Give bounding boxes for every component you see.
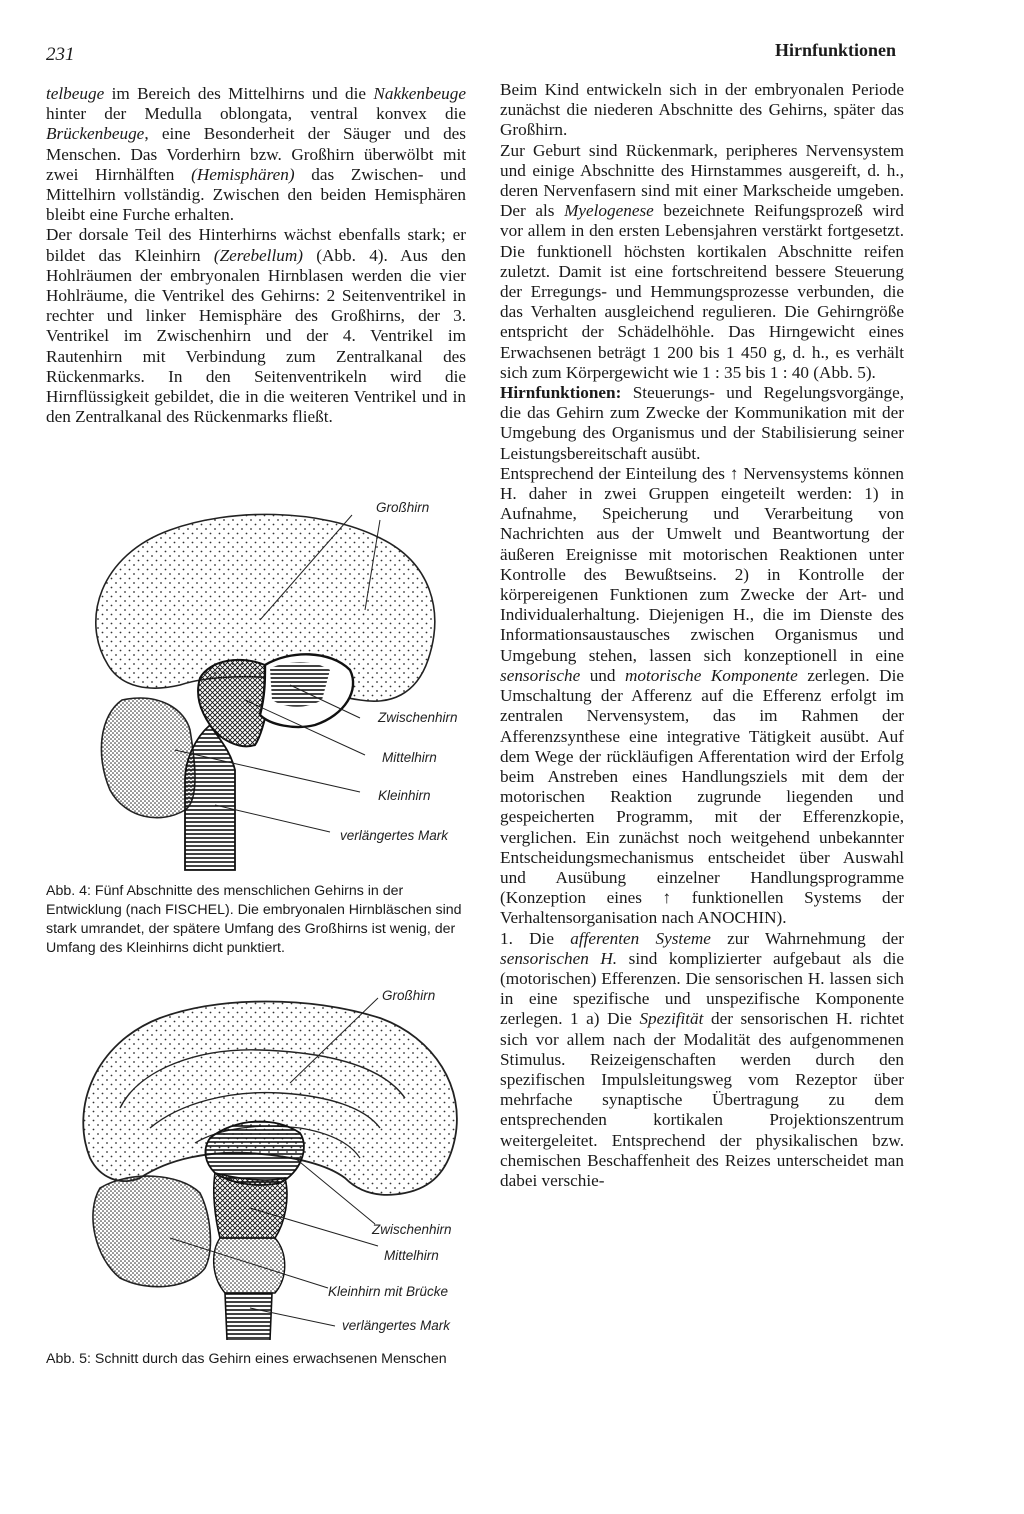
emphasis-text: (Hemisphären) (191, 164, 295, 184)
paragraph (500, 929, 904, 1192)
midbrain (214, 1173, 287, 1238)
pons (214, 1238, 285, 1293)
label-kleinhirn: Kleinhirn (378, 788, 431, 803)
figure-4 (60, 500, 480, 875)
running-head: Hirnfunktionen (774, 40, 896, 60)
label-grosshirn: Großhirn (376, 500, 430, 515)
label-zwischenhirn: Zwischenhirn (378, 710, 458, 725)
paragraph (500, 80, 904, 141)
text-run: Beim Kind entwickeln sich in der embryonalen Periode zunächst die niederen Abschnitte des Gehirns, später das Großhirn. (500, 80, 904, 140)
brainstem (225, 1293, 272, 1340)
label-kleinhirn-mit-bruecke: Kleinhirn mit Brücke (328, 1284, 449, 1299)
text-run: Steuerungs- und Regelungsvorgänge, die das Gehirn zum Zwecke der Kommunikation mit der Umgebung des Organismus und der Stabilisierung seiner Leistungsbereitschaft ausübt. (500, 383, 904, 463)
paragraph-hirnfunktionen (500, 383, 904, 464)
text-run: und (580, 665, 625, 685)
figure-4-caption: Abb. 4: Fünf Abschnitte des menschlichen Gehirns in der Entwicklung (nach FISCHEL). Die embryonalen Hirnbläschen sind stark umrandet, der spätere Umfang des Großhirns ist wenig, der Umfang des Kleinhirns dicht punktiert. (46, 883, 462, 956)
text-run: das Zwischen- und Mittelhirn vollständig. Zwischen den beiden Hemisphären bleibt eine Furche erhalten. (46, 164, 466, 225)
cerebellum (101, 698, 195, 818)
paragraph (500, 141, 904, 383)
label-mittelhirn: Mittelhirn (382, 750, 437, 765)
emphasis-text: Myelogenese (564, 201, 654, 221)
text-run: hinter der Medulla oblongata, ventral konvex die (46, 104, 466, 124)
text-run: sind komplizierter aufgebaut als die (motorischen) Efferenzen. Die sensorischen H. lassen sich in eine spezifische und unspezifische Komponente zerlegen. 1 a) Die (500, 948, 904, 1029)
emphasis-text: telbeuge (46, 84, 105, 103)
emphasis-text: sensorischen H. (500, 948, 618, 968)
text-run: 1. Die (500, 928, 571, 948)
text-run: Der dorsale Teil des Hinterhirns wächst ebenfalls stark; er bildet das Kleinhirn (46, 225, 466, 265)
paragraph (46, 84, 466, 225)
text-run: (Abb. 4). Aus den Hohlräumen der embryonalen Hirnblasen werden die vier Hohlräume, die Ventrikel des Gehirns: 2 Seitenventrikel in rechter und linker Hemisphäre des Großhirns, der 3. Ventrikel im Zwischenhirn und der 4. Ventrikel im Rautenhirn mit Verbindung zum Zentralkanal des Rückenmarks. In den Seitenventrikeln wird die Hirnflüssigkeit gebildet, die in die weiteren Ventrikel und in den Zentralkanal des Rückenmarks fließt. (46, 245, 466, 427)
text-run: im Bereich des Mittelhirns und die (104, 84, 374, 103)
bold-term: Hirnfunktionen: (500, 383, 622, 403)
text-run: der sensorischen H. richtet sich vor allem nach der Modalität des aufgenommenen Stimulus. Reizeigenschaften werden durch den spezifischen Impulsleitungsweg vom Rezeptor über mehrfache synaptische Übertragung zu dem entsprechenden kortikalen Projektionszentrum weitergeleitet. Entsprechend der physikalischen bzw. chemischen Beschaffenheit des Reizes unterscheidet man dabei verschie- (500, 1009, 904, 1190)
emphasis-text: motorische Komponente (624, 665, 798, 685)
emphasis-text: (Zerebellum) (213, 245, 303, 265)
figure-5-caption: Abb. 5: Schnitt durch das Gehirn eines erwachsenen Menschen (46, 1351, 447, 1367)
label-mittelhirn: Mittelhirn (384, 1248, 439, 1263)
text-run: Entsprechend der Einteilung des ↑ Nervensystems können H. daher in zwei Gruppen eingeteilt werden: 1) in Aufnahme, Speicherung und Verarbeitung von Nachrichten aus der Umwelt und Beantwortung der äußeren Ereignisse mit motorischen Reaktionen unter Kontrolle des Bewußtseins. 2) in Kontrolle der körpereigenen Funktionen zum Zwecke der Art- und Individualerhaltung. Diejenigen H., die im Dienste des Informationsaustausches zwischen Organismus und Umgebung stehen, lassen sich konzeptionell in eine (500, 463, 904, 665)
brainstem (185, 725, 235, 870)
page-number: 231 (46, 44, 75, 65)
label-grosshirn: Großhirn (382, 988, 436, 1003)
label-verlaengertes-mark: verlängertes Mark (340, 828, 449, 843)
paragraph (500, 464, 904, 929)
emphasis-text: afferenten Systeme (570, 928, 711, 948)
paragraph (46, 225, 466, 427)
text-run: Zur Geburt sind Rückenmark, peripheres Nervensystem und einige Abschnitte des Hirnstammes ausgereift, d. h., deren Nervenfasern sind mit einer Markscheide umgeben. Der als (500, 140, 904, 221)
emphasis-text: Brückenbeuge (46, 124, 145, 144)
left-column (46, 84, 466, 427)
emphasis-text: sensorische (500, 665, 581, 685)
right-column (500, 80, 904, 1191)
label-zwischenhirn: Zwischenhirn (372, 1222, 452, 1237)
text-run: zur Wahrnehmung der (710, 928, 904, 948)
figure-5 (60, 988, 480, 1340)
cerebellum (93, 1176, 210, 1287)
text-run: zerlegen. Die Umschaltung der Afferenz auf die Efferenz erfolgt im zentralen Nervensystem, das im Rahmen der Afferenzsynthese eine integrative Tätigkeit ausübt. Auf dem Wege der rückläufigen Afferentation wird der Erfolg beim Anstreben eines Handlungsziels mit dem der motorischen Reaktion zugrunde liegenden und gespeicherten Programm, mit der Efferenzkopie, verglichen. Ein zunächst noch weitgehend unbekannter Entscheidungsmechanismus entscheidet über Auswahl und Ausübung einzelner Handlungsprogramme (Konzeption eines ↑ funktionellen Systems der Verhaltensorganisation nach ANOCHIN). (500, 665, 904, 928)
text-run: bezeichnete Reifungsprozeß wird vor allem in den ersten Lebensjahren verstärkt fortgesetzt. Die funktionell höchsten kortikalen Abschnitte reifen zuletzt. Damit ist eine fortschreitend bessere Steuerung der Erregungs- und Hemmungsprozesse verbunden, die das Verhalten ausgleichend regulieren. Die Gehirngröße entspricht der Schädelhöhle. Das Hirngewicht eines Erwachsenen beträgt 1 200 bis 1 450 g, d. h., es verhält sich zum Körpergewicht wie 1 : 35 bis 1 : 40 (Abb. 5). (500, 201, 905, 382)
emphasis-text: Nakkenbeuge (373, 84, 466, 103)
emphasis-text: Spezifität (639, 1009, 704, 1029)
text-run: , eine Besonderheit der Säuger und des Menschen. Das Vorderhirn bzw. Großhirn überwölbt mit zwei Hirnhälften (46, 124, 466, 184)
label-verlaengertes-mark: verlängertes Mark (342, 1318, 451, 1333)
